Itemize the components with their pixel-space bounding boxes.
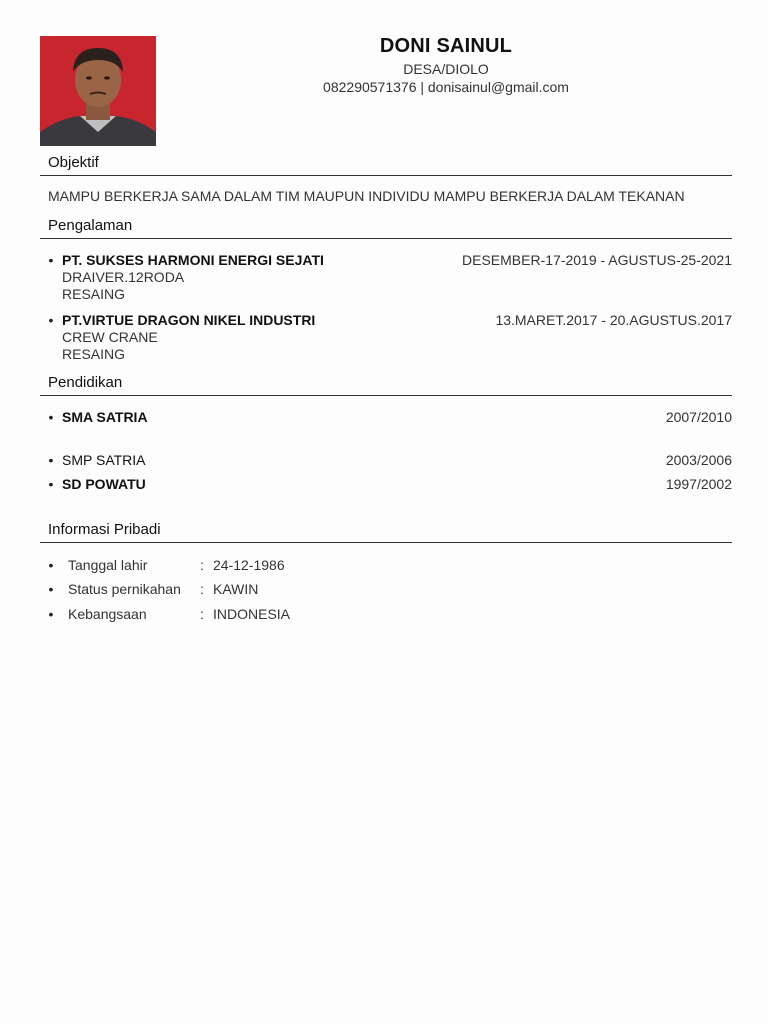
company-name: PT. SUKSES HARMONI ENERGI SEJATI [62, 252, 324, 268]
section-title-experience: Pengalaman [48, 217, 133, 234]
education-item [44, 451, 732, 469]
bullet-icon: • [48, 581, 54, 597]
bullet-icon: • [48, 409, 54, 425]
job-role: CREW CRANE [62, 329, 158, 345]
school-years: 1997/2002 [665, 476, 732, 492]
objective-text: MAMPU BERKERJA SAMA DALAM TIM MAUPUN INDIVIDU MAMPU BERKERJA DALAM TEKANAN [48, 188, 685, 204]
info-value: 24-12-1986 [213, 557, 285, 573]
school-years: 2007/2010 [665, 409, 732, 425]
resume-header [160, 34, 732, 96]
info-colon: : [200, 581, 204, 597]
info-label: Status pernikahan [68, 581, 181, 597]
divider [40, 542, 732, 543]
bullet-icon: • [48, 312, 54, 328]
section-title-objective: Objektif [48, 154, 99, 171]
school-name: SMP SATRIA [62, 452, 146, 468]
bullet-icon: • [48, 606, 54, 622]
section-title-education: Pendidikan [48, 374, 123, 391]
education-item [44, 475, 732, 493]
info-colon: : [200, 606, 204, 622]
school-years: 2003/2006 [665, 452, 732, 468]
person-portrait-icon [40, 36, 156, 146]
job-place: RESAING [62, 286, 126, 302]
employment-dates: 13.MARET.2017 - 20.AGUSTUS.2017 [495, 312, 732, 328]
job-role: DRAIVER.12RODA [62, 269, 185, 285]
info-colon: : [200, 557, 204, 573]
employment-dates: DESEMBER-17-2019 - AGUSTUS-25-2021 [462, 252, 732, 268]
divider [40, 238, 732, 239]
info-value: KAWIN [213, 581, 259, 597]
experience-item [44, 311, 732, 363]
bullet-icon: • [48, 452, 54, 468]
bullet-icon: • [48, 557, 54, 573]
education-item [44, 408, 732, 426]
school-name: SMA SATRIA [62, 409, 148, 425]
section-title-personal: Informasi Pribadi [48, 521, 161, 538]
contact-info: 082290571376 | donisainul@gmail.com [323, 79, 569, 95]
divider [40, 175, 732, 176]
bullet-icon: • [48, 476, 54, 492]
company-name: PT.VIRTUE DRAGON NIKEL INDUSTRI [62, 312, 316, 328]
info-value: INDONESIA [213, 606, 291, 622]
school-name: SD POWATU [62, 476, 146, 492]
profile-photo [40, 36, 156, 146]
experience-item [44, 251, 732, 303]
address: DESA/DIOLO [403, 61, 489, 77]
info-label: Kebangsaan [68, 606, 147, 622]
divider [40, 395, 732, 396]
info-label: Tanggal lahir [68, 557, 148, 573]
bullet-icon: • [48, 252, 54, 268]
person-name: DONI SAINUL [379, 35, 513, 57]
job-place: RESAING [62, 346, 126, 362]
